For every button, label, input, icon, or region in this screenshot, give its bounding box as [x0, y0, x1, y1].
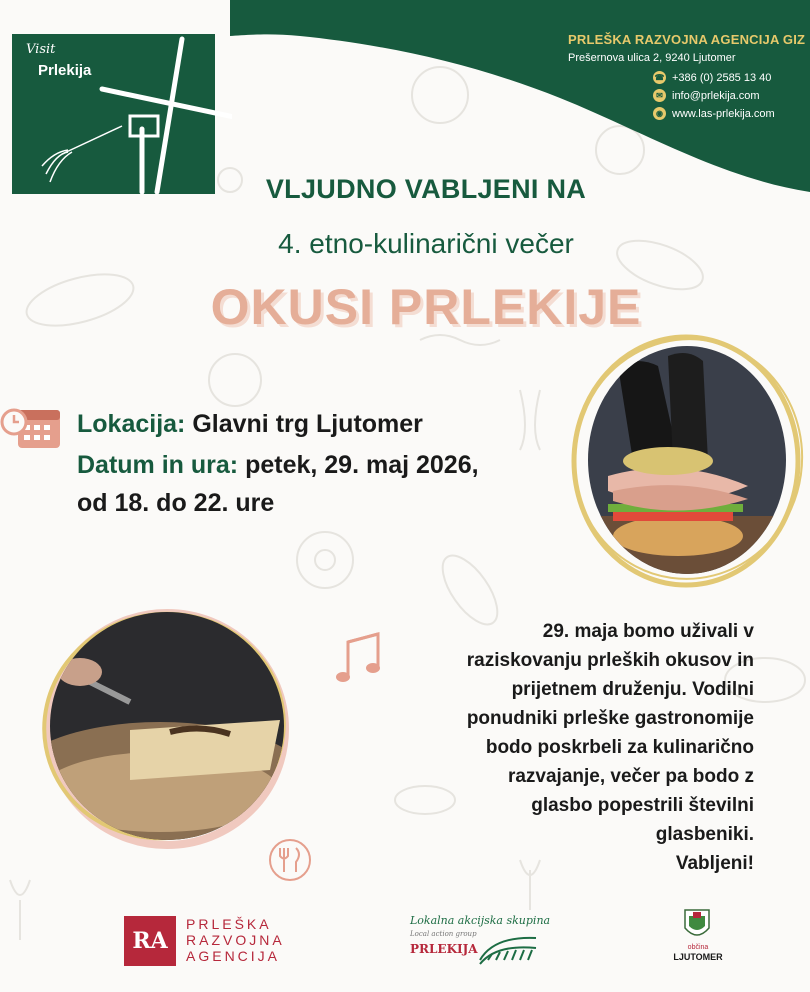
- description-line: bodo poskrbeli za kulinarično: [485, 737, 754, 758]
- email-text: info@prlekija.com: [672, 89, 760, 102]
- website-text: www.las-prlekija.com: [672, 107, 775, 120]
- description-line: raziskovanju prleških okusov in: [466, 650, 754, 671]
- description-line: razvajanje, večer pa bodo z: [507, 766, 754, 787]
- fork-knife-icon: [268, 838, 312, 882]
- event-subtitle: 4. etno-kulinarični večer: [278, 228, 574, 259]
- agency-address: Prešernova ulica 2, 9240 Ljutomer: [568, 52, 736, 64]
- event-title: OKUSI PRLEKIJE: [210, 279, 642, 335]
- crest-icon: [683, 908, 711, 942]
- email-icon: ✉: [653, 89, 666, 102]
- datetime-line: [77, 451, 479, 480]
- windmill-icon: [32, 34, 232, 196]
- sandwich-photo: [588, 346, 786, 574]
- description-closing: Vabljeni!: [675, 853, 754, 874]
- visit-prlekija-logo[interactable]: [12, 34, 215, 194]
- logo-text: Prlekija: [38, 62, 92, 79]
- phone-contact[interactable]: [653, 71, 771, 84]
- location-line: [77, 410, 423, 439]
- rra-logo-mark: RA: [124, 916, 176, 966]
- burek-photo: [50, 612, 284, 840]
- obcina-name: LJUTOMER: [673, 952, 723, 962]
- rra-logo-text: [186, 916, 285, 964]
- las-logo-subtitle: Local action group: [410, 930, 477, 938]
- description-line: 29. maja bomo uživali v: [542, 621, 754, 642]
- phone-icon: ☎: [654, 73, 665, 82]
- description-line: ponudniki prleške gastronomije: [466, 708, 754, 729]
- rra-line: RAZVOJNA: [186, 932, 285, 948]
- event-description: [374, 617, 754, 878]
- description-line: prijetnem druženju. Vodilni: [511, 679, 754, 700]
- location-label: Lokacija:: [77, 410, 186, 438]
- web-icon: ◉: [653, 107, 666, 120]
- email-contact[interactable]: [653, 89, 760, 102]
- phone-text: +386 (0) 2585 13 40: [672, 71, 772, 84]
- las-logo-name: PRLEKIJA: [410, 942, 478, 956]
- datetime-value: petek, 29. maj 2026,: [245, 451, 479, 479]
- rra-line: AGENCIJA: [186, 948, 281, 964]
- description-line: glasbo popestrili številni: [531, 795, 754, 816]
- website-contact[interactable]: [653, 107, 775, 120]
- time-line: od 18. do 22. ure: [77, 489, 275, 517]
- description-line: glasbeniki.: [655, 824, 754, 845]
- invitation-heading: VLJUDNO VABLJENI NA: [265, 174, 587, 204]
- las-waves-icon: [478, 930, 538, 966]
- datetime-label: Datum in ura:: [77, 451, 239, 479]
- las-logo-title: Lokalna akcijska skupina: [410, 914, 551, 927]
- location-value: Glavni trg Ljutomer: [192, 410, 423, 438]
- obcina-label: občina: [687, 944, 709, 951]
- visit-label: Visit: [26, 42, 56, 57]
- rra-line: PRLEŠKA: [186, 916, 272, 932]
- agency-name: PRLEŠKA RAZVOJNA AGENCIJA GIZ: [568, 32, 806, 47]
- calendar-clock-icon: [0, 404, 66, 454]
